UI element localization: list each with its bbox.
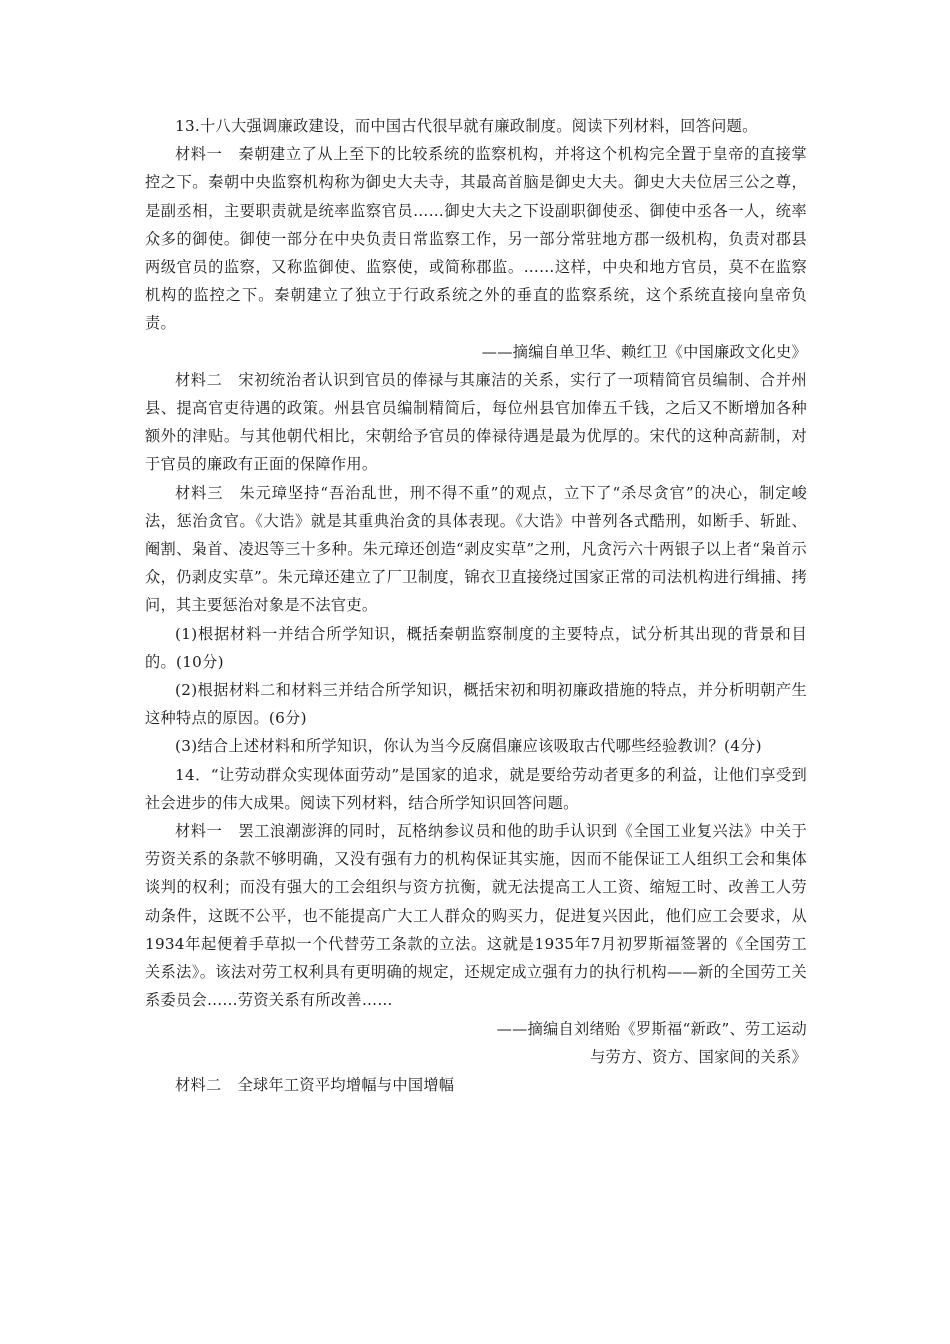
q13-sub-question-2: (2)根据材料二和材料三并结合所学知识，概括宋初和明初廉政措施的特点，并分析明朝产生这种特点的原因。(6分) [145, 681, 807, 728]
q14-intro: 14．“让劳动群众实现体面劳动”是国家的追求，就是要给劳动者更多的利益，让他们享受到社会进步的伟大成果。阅读下列材料，结合所学知识回答问题。 [145, 765, 807, 812]
q13-material-2 [145, 366, 807, 479]
material-text: 全球年工资平均增幅与中国增幅 [237, 1075, 455, 1094]
q14-material-2 [145, 1071, 807, 1099]
q14-material-1 [145, 817, 807, 1014]
exam-page [145, 112, 807, 1099]
material-text: 宋初统治者认识到官员的俸禄与其廉洁的关系，实行了一项精简官员编制、合并州县、提高官吏待遇的政策。州县官员编制精简后，每位州县官加俸五千钱，之后又不断增加各种额外的津贴。与其他朝代相比，宋朝给予官员的俸禄待遇是最为优厚的。宋代的这种高薪制，对于官员的廉政有正面的保障作用。 [145, 370, 807, 474]
q14-material-1-source-line-1: ——摘编自刘绪贻《罗斯福“新政”、劳工运动 [496, 1019, 807, 1038]
q13-sub-question-1: (1)根据材料一并结合所学知识，概括秦朝监察制度的主要特点，试分析其出现的背景和目的。(10分) [145, 624, 807, 671]
q14-material-1-source-line-2: 与劳方、资方、国家间的关系》 [590, 1047, 807, 1066]
material-text: 罢工浪潮澎湃的同时，瓦格纳参议员和他的助手认识到《全国工业复兴法》中关于劳资关系的条款不够明确，又没有强有力的机构保证其实施，因而不能保证工人组织工会和集体谈判的权利；而没有强大的工会组织与资方抗衡，就无法提高工人工资、缩短工时、改善工人劳动条件，这既不公平，也不能提高广大工人群众的购买力，促进复兴因此，他们应工会要求，从1934年起便着手草拟一个代替劳工条款的立法。这就是1935年7月初罗斯福签署的《全国劳工关系法》。该法对劳工权利具有更明确的规定，还规定成立强有力的执行机构——新的全国劳工关系委员会……劳资关系有所改善…… [145, 822, 807, 1010]
material-label: 材料一 [175, 822, 223, 841]
material-text: 秦朝建立了从上至下的比较系统的监察机构，并将这个机构完全置于皇帝的直接掌控之下。秦朝中央监察机构称为御史大夫寺，其最高首脑是御史大夫。御史大夫位居三公之尊，是副丞相，主要职责就是统率监察官员……御史大夫之下设副职御使丞、御使中丞各一人，统率众多的御使。御使一部分在中央负责日常监察工作，另一部分常驻地方郡一级机构，负责对郡县两级官员的监察，又称监御使、监察使，或简称郡监。……这样，中央和地方官员，莫不在监察机构的监控之下。秦朝建立了独立于行政系统之外的垂直的监察系统，这个系统直接向皇帝负责。 [145, 145, 807, 333]
material-label: 材料三 [175, 483, 224, 502]
q13-material-1 [145, 140, 807, 337]
q13-material-3 [145, 479, 807, 620]
material-text: 朱元璋坚持“吾治乱世，刑不得不重”的观点，立下了“杀尽贪官”的决心，制定峻法，惩治贪官。《大诰》就是其重典治贪的具体表现。《大诰》中普列各式酷刑，如断手、斩趾、阉割、枭首、凌迟等三十多种。朱元璋还创造“剥皮实草”之刑，凡贪污六十两银子以上者“枭首示众，仍剥皮实草”。朱元璋还建立了厂卫制度，锦衣卫直接绕过国家正常的司法机构进行缉捕、拷问，其主要惩治对象是不法官吏。 [145, 483, 807, 615]
material-label: 材料一 [175, 145, 223, 164]
q13-sub-question-3: (3)结合上述材料和所学知识，你认为当今反腐倡廉应该吸取古代哪些经验教训？(4分) [175, 737, 762, 756]
q13-intro: 13.十八大强调廉政建设，而中国古代很早就有廉政制度。阅读下列材料，回答问题。 [175, 117, 758, 135]
material-label: 材料二 [175, 370, 223, 389]
material-label: 材料二 [175, 1075, 222, 1094]
q13-material-1-source: ——摘编自单卫华、赖红卫《中国廉政文化史》 [481, 342, 807, 361]
